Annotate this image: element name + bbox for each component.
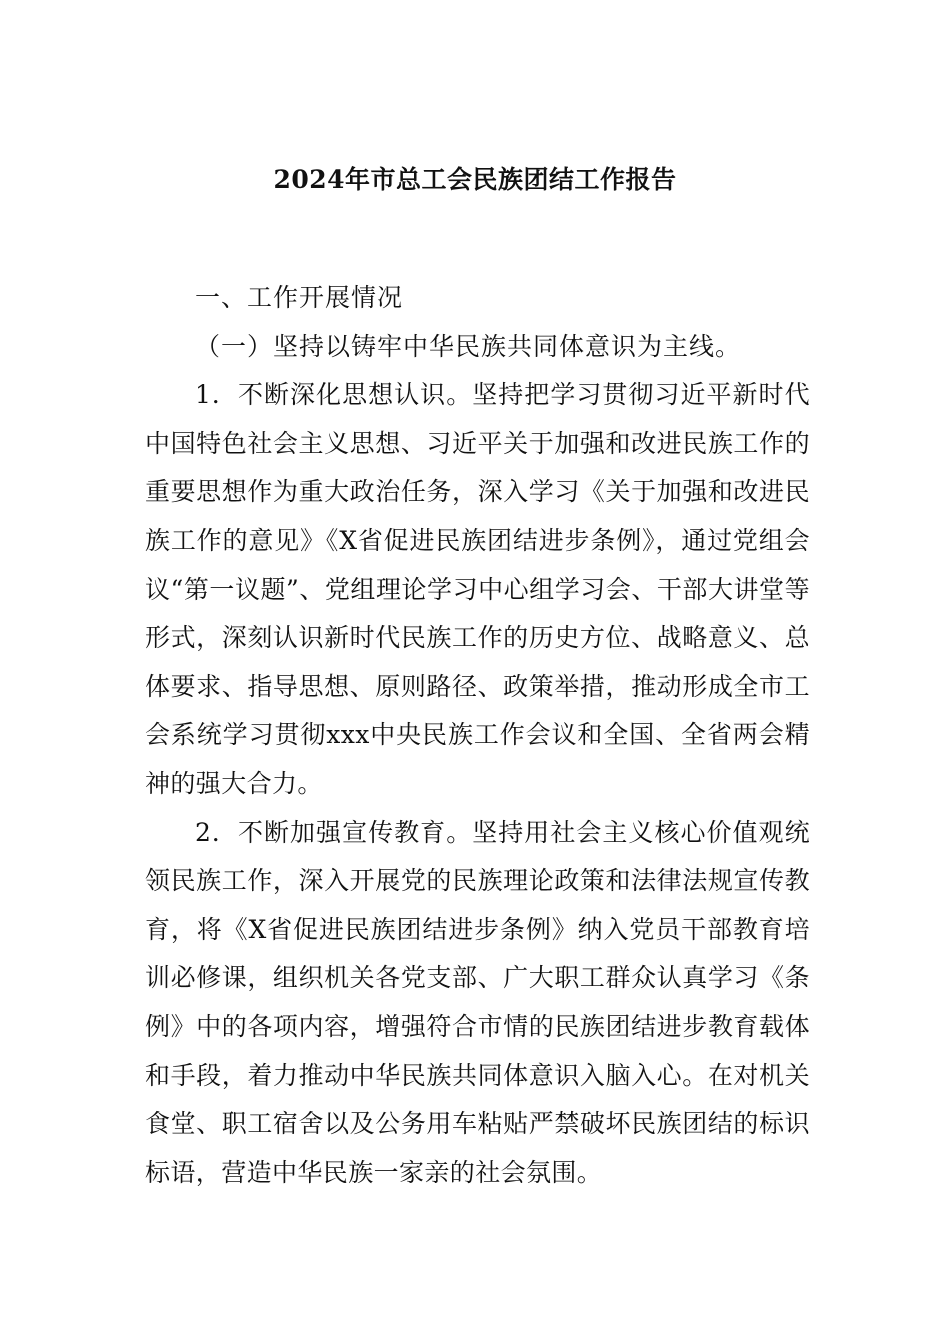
paragraph-thought-awareness: 1．不断深化思想认识。坚持把学习贯彻习近平新时代中国特色社会主义思想、习近平关于加强和改进民族工作的重要思想作为重大政治任务，深入学习《关于加强和改进民族工作的意见》《X省促进民族团结进步条例》，通过党组会议“第一议题”、党组理论学习中心组学习会、干部大讲堂等形式，深刻认识新时代民族工作的历史方位、战略意义、总体要求、指导思想、原则路径、政策举措，推动形成全市工会系统学习贯彻xxx中央民族工作会议和全国、全省两会精神的强大合力。 <box>145 380 810 798</box>
subsection-heading: （一）坚持以铸牢中华民族共同体意识为主线。 <box>195 331 742 361</box>
document-body <box>145 274 810 1197</box>
section-heading: 一、工作开展情况 <box>195 283 404 312</box>
paragraph-publicity-education: 2．不断加强宣传教育。坚持用社会主义核心价值观统领民族工作，深入开展党的民族理论政策和法律法规宣传教育，将《X省促进民族团结进步条例》纳入党员干部教育培训必修课，组织机关各党支部、广大职工群众认真学习《条例》中的各项内容，增强符合市情的民族团结进步教育载体和手段，着力推动中华民族共同体意识入脑入心。在对机关食堂、职工宿舍以及公务用车粘贴严禁破坏民族团结的标识标语，营造中华民族一家亲的社会氛围。 <box>145 817 810 1187</box>
document-title: 2024年市总工会民族团结工作报告 <box>273 165 677 194</box>
